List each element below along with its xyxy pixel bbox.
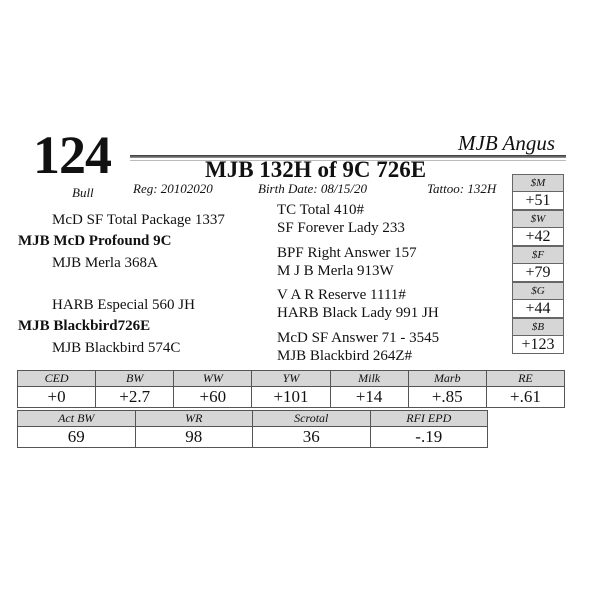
epd-value-m: +51 — [512, 191, 564, 210]
epd-label-w: $W — [512, 210, 564, 227]
epd-value-milk: +14 — [330, 387, 408, 408]
dam-sire: HARB Especial 560 JH — [52, 297, 195, 313]
epd-value-bw: +2.7 — [96, 387, 174, 408]
epd-value-w: +42 — [512, 227, 564, 246]
pedigree-right-8: MJB Blackbird 264Z# — [277, 348, 412, 364]
epd-header-wr: WR — [135, 411, 253, 427]
epd-value-marb: +.85 — [408, 387, 486, 408]
sire-dam: MJB Merla 368A — [52, 255, 158, 271]
epd-value-f: +79 — [512, 263, 564, 282]
epd-value-g: +44 — [512, 299, 564, 318]
epd-value-wr: 98 — [135, 427, 253, 448]
tattoo: Tattoo: 132H — [427, 181, 497, 196]
dam: MJB Blackbird726E — [18, 318, 151, 334]
epd-header-re: RE — [486, 371, 564, 387]
sire-sire: McD SF Total Package 1337 — [52, 212, 225, 228]
epd-header-ww: WW — [174, 371, 252, 387]
epd-header-milk: Milk — [330, 371, 408, 387]
epd-value-rfi: -.19 — [370, 427, 488, 448]
farm-name: MJB Angus — [458, 131, 556, 155]
animal-name: MJB 132H of 9C 726E — [205, 157, 427, 182]
epd-header-marb: Marb — [408, 371, 486, 387]
pedigree-right-3: BPF Right Answer 157 — [277, 245, 417, 261]
dam-dam: MJB Blackbird 574C — [52, 340, 181, 356]
epd-value-yw: +101 — [252, 387, 330, 408]
epd-label-f: $F — [512, 246, 564, 263]
epd-table-row2 — [17, 410, 488, 448]
pedigree-right-6: HARB Black Lady 991 JH — [277, 305, 439, 321]
epd-value-re: +.61 — [486, 387, 564, 408]
epd-table-row1 — [17, 370, 565, 408]
epd-value-scrotal: 36 — [253, 427, 371, 448]
epd-value-ww: +60 — [174, 387, 252, 408]
pedigree-right-1: TC Total 410# — [277, 202, 365, 218]
registration-number: Reg: 20102020 — [133, 181, 213, 196]
pedigree-right-2: SF Forever Lady 233 — [277, 220, 405, 236]
index-epd-column — [512, 174, 564, 354]
epd-label-g: $G — [512, 282, 564, 299]
epd-header-act-bw: Act BW — [18, 411, 136, 427]
pedigree-right-5: V A R Reserve 1111# — [277, 287, 406, 303]
sire: MJB McD Profound 9C — [18, 233, 172, 249]
epd-value-b: +123 — [512, 335, 564, 354]
pedigree-right-7: McD SF Answer 71 - 3545 — [277, 330, 440, 346]
epd-header-ced: CED — [18, 371, 96, 387]
epd-header-rfi: RFI EPD — [370, 411, 488, 427]
epd-header-scrotal: Scrotal — [253, 411, 371, 427]
epd-value-ced: +0 — [18, 387, 96, 408]
lot-number: 124 — [33, 125, 111, 185]
epd-header-yw: YW — [252, 371, 330, 387]
epd-value-act-bw: 69 — [18, 427, 136, 448]
epd-header-bw: BW — [96, 371, 174, 387]
animal-sex: Bull — [72, 185, 94, 200]
pedigree-right-4: M J B Merla 913W — [277, 263, 394, 279]
birth-date: Birth Date: 08/15/20 — [258, 181, 368, 196]
epd-label-m: $M — [512, 174, 564, 191]
epd-label-b: $B — [512, 318, 564, 335]
